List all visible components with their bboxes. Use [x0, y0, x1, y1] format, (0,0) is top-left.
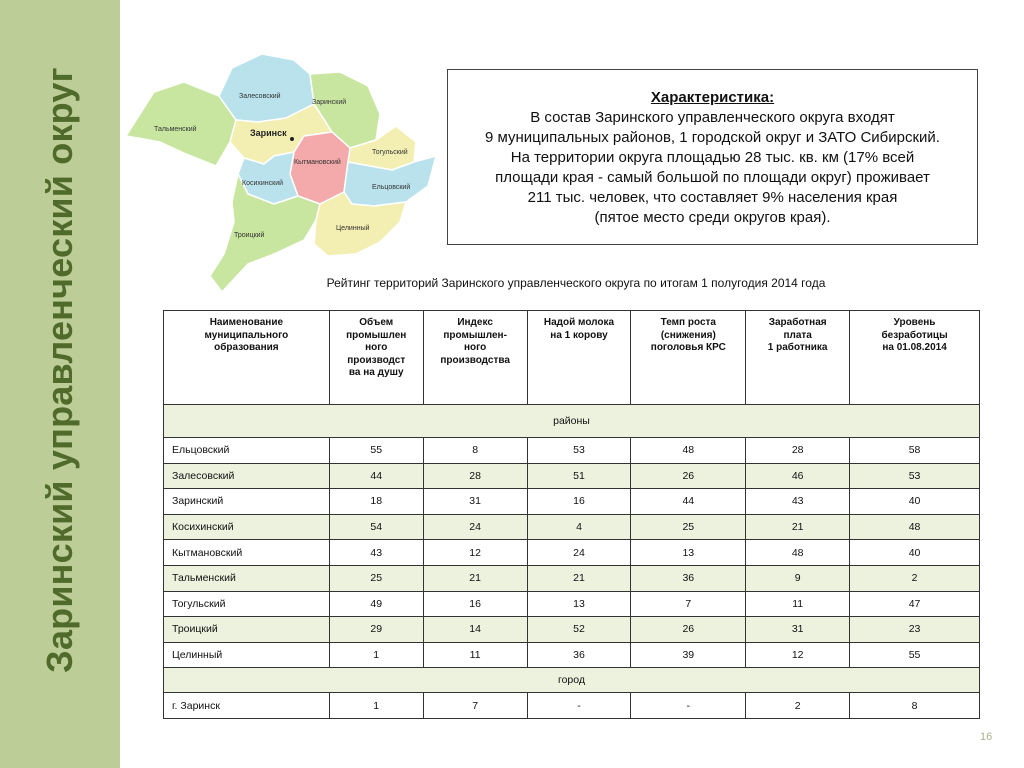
rating-cell: 46 — [746, 463, 850, 489]
rating-cell: 26 — [631, 463, 746, 489]
rating-cell: 39 — [631, 642, 746, 668]
column-header-line: Надой молока — [543, 317, 615, 328]
rating-cell: 43 — [329, 540, 423, 566]
rating-cell: 25 — [329, 565, 423, 591]
table-row — [164, 617, 980, 643]
rating-cell: 25 — [631, 514, 746, 540]
rating-cell: 52 — [527, 617, 631, 643]
characteristic-line: площади края - самый большой по площади округ) проживает — [495, 169, 930, 186]
column-header-line: промышлен- — [443, 329, 507, 341]
municipality-name: Троицкий — [164, 617, 330, 643]
rating-cell: 31 — [746, 617, 850, 643]
rating-cell: 12 — [423, 540, 527, 566]
rating-cell: 51 — [527, 463, 631, 489]
rating-cell: 8 — [423, 438, 527, 464]
table-row — [164, 540, 980, 566]
rating-cell: 21 — [527, 565, 631, 591]
map-label-city: Заринск — [250, 128, 287, 138]
rating-caption: Рейтинг территорий Заринского управленческого округа по итогам 1 полугодия 2014 года — [326, 276, 826, 290]
municipality-name: Тогульский — [164, 591, 330, 617]
rating-cell: 11 — [746, 591, 850, 617]
municipality-name: Залесовский — [164, 463, 330, 489]
rating-cell: 44 — [329, 463, 423, 489]
rating-cell: 16 — [423, 591, 527, 617]
map-label-zalesovsky: Залесовский — [239, 93, 281, 100]
column-header-line: муниципального — [204, 329, 289, 341]
map-label-eltsovsky: Ельцовский — [372, 184, 411, 191]
rating-cell: 47 — [850, 591, 980, 617]
rating-cell: 43 — [746, 489, 850, 515]
characteristic-line: (пятое место среди округов края). — [594, 209, 831, 226]
map-label-zarinsky-district: Заринский — [312, 99, 347, 106]
rating-cell: 40 — [850, 489, 980, 515]
column-header — [850, 311, 980, 405]
table-row — [164, 438, 980, 464]
column-header-line: (снижения) — [660, 329, 716, 341]
rating-cell: 8 — [850, 693, 980, 719]
rating-cell: 55 — [850, 642, 980, 668]
rating-cell: 31 — [423, 489, 527, 515]
column-header-line: производст — [347, 354, 406, 366]
rating-cell: 53 — [850, 463, 980, 489]
rating-cell: 2 — [746, 693, 850, 719]
table-row — [164, 565, 980, 591]
municipality-name: Кытмановский — [164, 540, 330, 566]
rating-cell: 21 — [423, 565, 527, 591]
section-row — [164, 405, 980, 438]
rating-cell: 53 — [527, 438, 631, 464]
rating-cell: 4 — [527, 514, 631, 540]
rating-cell: 58 — [850, 438, 980, 464]
column-header-line: на 1 корову — [550, 329, 608, 341]
map-label-kosikhinsky: Косихинский — [242, 180, 284, 187]
table-row — [164, 591, 980, 617]
table-header-row — [164, 311, 980, 405]
map-label-togulsky: Тогульский — [372, 149, 408, 156]
municipality-name: Косихинский — [164, 514, 330, 540]
map-label-tselinny: Целинный — [336, 225, 370, 232]
map-label-troitsky: Троицкий — [234, 232, 265, 239]
rating-cell: 14 — [423, 617, 527, 643]
rating-cell: 7 — [423, 693, 527, 719]
rating-cell: 24 — [527, 540, 631, 566]
rating-cell: 16 — [527, 489, 631, 515]
rating-cell: 48 — [850, 514, 980, 540]
characteristic-line: 211 тыс. человек, что составляет 9% населения края — [527, 189, 898, 206]
column-header-line: Индекс — [457, 317, 493, 328]
column-header-line: производства — [440, 354, 510, 366]
column-header-line: ва на душу — [348, 367, 404, 378]
municipality-name: Целинный — [164, 642, 330, 668]
rating-cell: 24 — [423, 514, 527, 540]
rating-cell: 11 — [423, 642, 527, 668]
table-body — [164, 405, 980, 719]
rating-cell: - — [527, 693, 631, 719]
table-row — [164, 642, 980, 668]
section-label: районы — [164, 405, 980, 438]
column-header — [423, 311, 527, 405]
column-header — [746, 311, 850, 405]
column-header-line: плата — [783, 329, 812, 341]
municipality-name: г. Заринск — [164, 693, 330, 719]
rating-cell: 48 — [746, 540, 850, 566]
column-header-line: Уровень — [893, 317, 936, 328]
map-regions — [126, 54, 436, 292]
rating-cell: 2 — [850, 565, 980, 591]
rating-cell: 28 — [746, 438, 850, 464]
rating-cell: 9 — [746, 565, 850, 591]
column-header-line: Заработная — [768, 317, 827, 328]
rating-cell: 7 — [631, 591, 746, 617]
column-header — [329, 311, 423, 405]
city-marker-icon — [290, 137, 294, 141]
characteristic-line: 9 муниципальных районов, 1 городской округ и ЗАТО Сибирский. — [485, 129, 940, 146]
column-header-line: 1 работника — [767, 342, 828, 353]
map-label-talmensky: Тальменский — [154, 126, 197, 133]
rating-cell: - — [631, 693, 746, 719]
column-header — [631, 311, 746, 405]
column-header-line: ного — [365, 342, 388, 353]
characteristic-box — [447, 69, 978, 245]
rating-cell: 18 — [329, 489, 423, 515]
rating-cell: 23 — [850, 617, 980, 643]
rating-cell: 36 — [527, 642, 631, 668]
column-header-line: Наименование — [209, 317, 284, 328]
rating-cell: 13 — [527, 591, 631, 617]
sidebar-title: Заринский управленческий округ — [39, 67, 80, 673]
column-header-line: промышлен — [346, 329, 407, 341]
municipality-name: Тальменский — [164, 565, 330, 591]
map-label-kytmanovsky: Кытмановский — [294, 159, 341, 166]
rating-cell: 1 — [329, 693, 423, 719]
rating-cell: 54 — [329, 514, 423, 540]
rating-cell: 40 — [850, 540, 980, 566]
rating-cell: 55 — [329, 438, 423, 464]
rating-cell: 26 — [631, 617, 746, 643]
column-header — [527, 311, 631, 405]
rating-cell: 36 — [631, 565, 746, 591]
municipality-name: Ельцовский — [164, 438, 330, 464]
table-row — [164, 514, 980, 540]
page-number: 16 — [980, 731, 993, 743]
rating-cell: 21 — [746, 514, 850, 540]
column-header-line: безработицы — [881, 329, 948, 341]
column-header-line: Объем — [359, 317, 394, 328]
section-label: город — [164, 668, 980, 693]
rating-cell: 48 — [631, 438, 746, 464]
characteristic-line: В состав Заринского управленческого округа входят — [530, 109, 895, 126]
rating-cell: 13 — [631, 540, 746, 566]
rating-table — [163, 310, 980, 719]
characteristic-line: На территории округа площадью 28 тыс. кв. км (17% всей — [510, 149, 915, 166]
column-header-line: образования — [214, 342, 279, 353]
column-header-line: ного — [463, 342, 487, 353]
rating-cell: 12 — [746, 642, 850, 668]
column-header-line: на 01.08.2014 — [882, 342, 947, 353]
column-header-line: поголовья КРС — [650, 342, 726, 353]
table-row — [164, 693, 980, 719]
section-row — [164, 668, 980, 693]
column-header — [164, 311, 330, 405]
table-row — [164, 489, 980, 515]
municipality-name: Заринский — [164, 489, 330, 515]
table-row — [164, 463, 980, 489]
characteristic-title: Характеристика: — [650, 89, 775, 106]
rating-cell: 44 — [631, 489, 746, 515]
column-header-line: Темп роста — [660, 317, 716, 328]
district-map — [124, 44, 440, 294]
rating-cell: 28 — [423, 463, 527, 489]
rating-cell: 1 — [329, 642, 423, 668]
rating-cell: 49 — [329, 591, 423, 617]
rating-cell: 29 — [329, 617, 423, 643]
